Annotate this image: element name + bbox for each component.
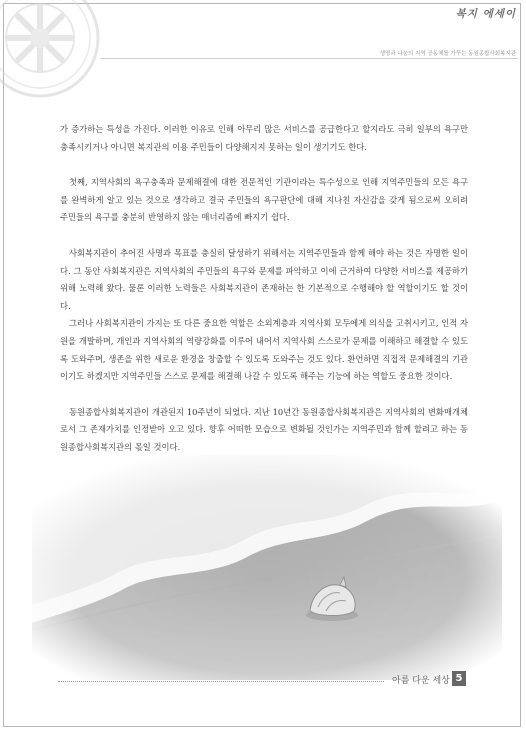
page-header (456, 6, 516, 21)
paragraph: 가 증가하는 특성을 가진다. 이러한 이유로 인해 아무리 많은 서비스를 공급한다고 할지라도 극히 일부의 욕구만 충족시키거나 아니면 복지관의 이용 주민들이 다양해지지 못하는 일이 생기기도 한다. (60, 124, 468, 152)
page-number: 5 (452, 671, 466, 686)
article-body (60, 121, 468, 457)
beach-shell-photo (32, 455, 502, 680)
header-tagline: 생명과 나눔의 지역 공동체를 가꾸는 동원종합사회복지관 (379, 51, 516, 57)
paragraph: 그러나 사회복지관이 가지는 또 다른 중요한 역할은 소외계층과 지역사회 모두에게 의식을 고취시키고, 인적 자원을 개발하며, 개인과 지역사회의 역량강화를 이루어 내어서 지역사회 스스로가 문제를 이해하고 해결할 수 있도록 도와주며, 생존을 위한 새로운 환경을 창출할 수 있도록 도와주는 것도 있다. 환언하면 직접적 문제해결의 기관이기도 하겠지만 지역주민들 스스로 문제를 해결해 나갈 수 있도록 해주는 기능에 하는 역할도 중요한 것이다. (60, 318, 468, 382)
paragraph: 첫째, 지역사회의 욕구충족과 문제해결에 대한 전문적인 기관이라는 특수성으로 인해 지역주민들의 모든 욕구를 완벽하게 알고 있는 것으로 생각하고 결국 주민들의 욕구판단에 대해 지나친 자신감을 갖게 됨으로써 오히려 주민들의 욕구를 충분히 반영하지 않는 매너리즘에 빠지기 쉽다. (60, 177, 468, 223)
paragraph: 사회복지관이 추어진 사명과 목표를 충실히 달성하기 위해서는 지역주민들과 함께 해야 하는 것은 자명한 일이다. 그 동안 사회복지관은 지역사회의 주민들의 욕구와 문제를 파악하고 이에 근거하여 다양한 서비스를 제공하기 위해 노력해 왔다. 물론 이러한 노력들은 사회복지관이 존재하는 한 기본적으로 수행해야 할 역할이기도 할 것이다. (60, 247, 468, 311)
footer-divider (58, 681, 384, 682)
header-divider (100, 58, 518, 59)
seal-emblem-icon (0, 0, 102, 100)
paragraph: 동원종합사회복지관이 개관된지 10주년이 되었다. 지난 10년간 동원종합사회복지관은 지역사회의 변화매개체로서 그 존재가치를 인정받아 오고 있다. 향후 어떠한 모습으로 변화될 것인가는 지역주민과 함께 할려고 하는 동원종합사회복지관의 몫일 것이다. (60, 406, 468, 452)
running-title: 아름 다운 세상 (392, 676, 450, 686)
section-title: 복지 에세이 (455, 8, 516, 20)
